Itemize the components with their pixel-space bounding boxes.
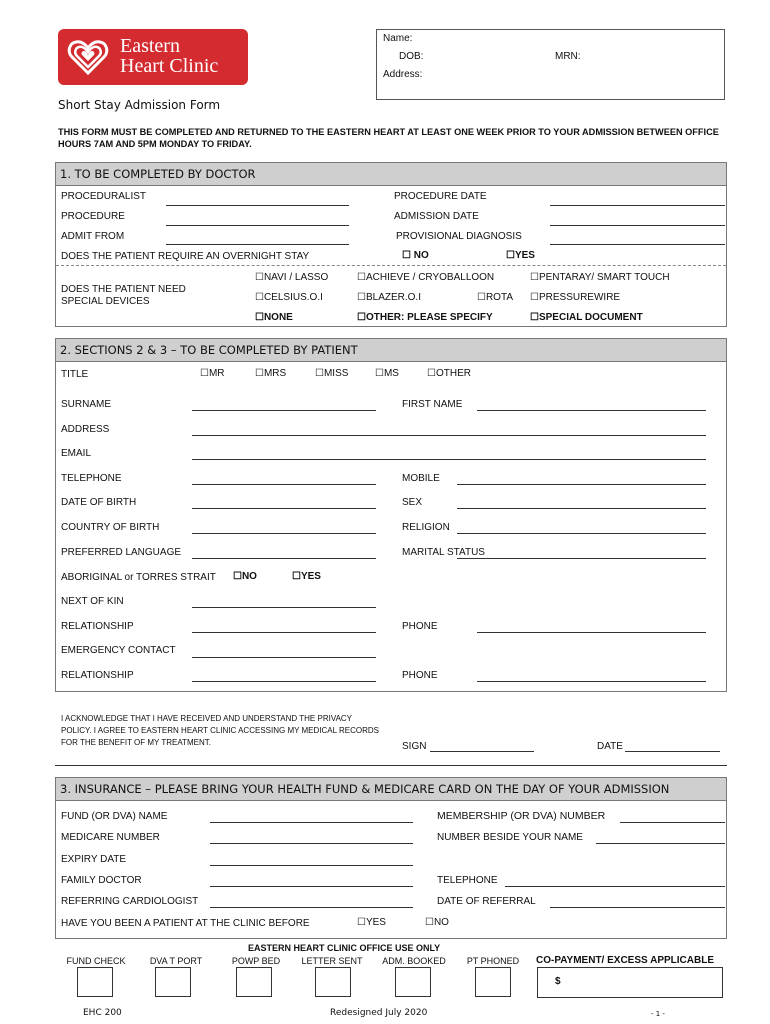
mobile-label: MOBILE <box>402 473 440 484</box>
patient-name-label: Name: <box>383 33 413 44</box>
logo-text <box>120 36 218 76</box>
been-patient-no-checkbox[interactable]: ☐NO <box>425 917 449 928</box>
section-1-divider <box>56 265 726 266</box>
section-1-header: 1. TO BE COMPLETED BY DOCTOR <box>55 162 727 186</box>
sex-field[interactable] <box>457 508 706 509</box>
fund-field[interactable] <box>210 822 413 823</box>
membership-label: MEMBERSHIP (OR DVA) NUMBER <box>437 810 606 822</box>
phone-label: PHONE <box>402 621 438 632</box>
phone-2-label: PHONE <box>402 670 438 681</box>
page-number: - 1 - <box>651 1010 665 1018</box>
overnight-no-checkbox[interactable]: ☐ NO <box>402 250 429 261</box>
title-mrs-checkbox[interactable]: ☐MRS <box>255 368 287 379</box>
copay-label: CO-PAYMENT/ EXCESS APPLICABLE <box>536 955 714 966</box>
sign-field[interactable] <box>430 751 534 752</box>
family-doctor-field[interactable] <box>210 886 413 887</box>
referral-date-label: DATE OF REFERRAL <box>437 896 536 907</box>
admission-date-label: ADMISSION DATE <box>394 211 479 222</box>
telephone-label: TELEPHONE <box>61 473 122 484</box>
logo-line-2: Heart Clinic <box>120 55 219 77</box>
none-checkbox[interactable]: ☐NONE <box>255 312 293 323</box>
referring-field[interactable] <box>210 907 413 908</box>
title-miss-checkbox[interactable]: ☐MISS <box>315 368 349 379</box>
aboriginal-yes-checkbox[interactable]: ☐YES <box>292 571 321 582</box>
dva-tport-box[interactable] <box>155 967 191 997</box>
date-field[interactable] <box>625 751 720 752</box>
phone-2-field[interactable] <box>477 681 706 682</box>
title-ms-checkbox[interactable]: ☐MS <box>375 368 399 379</box>
title-label: TITLE <box>61 369 89 380</box>
country-label: COUNTRY OF BIRTH <box>61 522 160 533</box>
proceduralist-label: PROCEDURALIST <box>61 191 147 202</box>
office-use-heading: EASTERN HEART CLINIC OFFICE USE ONLY <box>248 943 441 953</box>
pt-phoned-label: PT PHONED <box>466 956 520 966</box>
heart-logo-icon <box>64 33 112 81</box>
procedure-date-label: PROCEDURE DATE <box>394 191 487 202</box>
relationship-field[interactable] <box>192 632 376 633</box>
emergency-contact-label: EMERGENCY CONTACT <box>61 645 176 656</box>
surname-label: SURNAME <box>61 399 112 410</box>
number-beside-label: NUMBER BESIDE YOUR NAME <box>437 832 583 843</box>
dob-field[interactable] <box>192 508 376 509</box>
patient-mrn-label: MRN: <box>555 51 581 62</box>
language-label: PREFERRED LANGUAGE <box>61 547 182 558</box>
next-of-kin-field[interactable] <box>192 607 376 608</box>
language-field[interactable] <box>192 558 376 559</box>
dollar-sign: $ <box>555 976 561 987</box>
sign-label: SIGN <box>402 741 427 752</box>
achieve-cryoballoon-checkbox[interactable]: ☐ACHIEVE / CRYOBALLOON <box>357 272 495 283</box>
redesigned-note: Redesigned July 2020 <box>330 1008 428 1018</box>
pentaray-checkbox[interactable]: ☐PENTARAY/ SMART TOUCH <box>530 272 670 283</box>
doctor-telephone-field[interactable] <box>505 886 725 887</box>
first-name-label: FIRST NAME <box>402 399 463 410</box>
procedure-date-field[interactable] <box>550 205 725 206</box>
number-beside-field[interactable] <box>596 843 725 844</box>
logo-line-1: Eastern <box>120 35 180 57</box>
title-mr-checkbox[interactable]: ☐MR <box>200 368 225 379</box>
clinic-logo <box>58 29 248 85</box>
next-of-kin-label: NEXT OF KIN <box>61 596 124 607</box>
country-field[interactable] <box>192 533 376 534</box>
letter-sent-label: LETTER SENT <box>301 956 363 966</box>
pressurewire-checkbox[interactable]: ☐PRESSUREWIRE <box>530 292 621 303</box>
medicare-field[interactable] <box>210 843 413 844</box>
admit-from-label: ADMIT FROM <box>61 231 125 242</box>
dob-label: DATE OF BIRTH <box>61 497 137 508</box>
patient-dob-label: DOB: <box>399 51 424 62</box>
religion-field[interactable] <box>457 533 706 534</box>
title-other-checkbox[interactable]: ☐OTHER <box>427 368 471 379</box>
dva-tport-label: DVA T PORT <box>149 956 203 966</box>
powp-bed-box[interactable] <box>236 967 272 997</box>
rota-checkbox[interactable]: ☐ROTA <box>477 292 514 303</box>
religion-label: RELIGION <box>402 522 450 533</box>
adm-booked-label: ADM. BOOKED <box>382 956 446 966</box>
adm-booked-box[interactable] <box>395 967 431 997</box>
patient-address-label: Address: <box>383 69 423 80</box>
celsius-checkbox[interactable]: ☐CELSIUS.O.I <box>255 292 323 303</box>
telephone-field[interactable] <box>192 484 376 485</box>
provisional-diagnosis-field[interactable] <box>550 244 725 245</box>
membership-field[interactable] <box>620 822 725 823</box>
form-code: EHC 200 <box>83 1008 122 1018</box>
mobile-field[interactable] <box>457 484 706 485</box>
relationship-2-field[interactable] <box>192 681 376 682</box>
blazer-checkbox[interactable]: ☐BLAZER.O.I <box>357 292 421 303</box>
acknowledge-divider <box>55 765 727 766</box>
expiry-label: EXPIRY DATE <box>61 854 127 865</box>
aboriginal-no-checkbox[interactable]: ☐NO <box>233 571 257 582</box>
admission-date-field[interactable] <box>550 225 725 226</box>
emergency-contact-field[interactable] <box>192 657 376 658</box>
aboriginal-label: ABORIGINAL or TORRES STRAIT <box>61 572 216 583</box>
been-patient-label: HAVE YOU BEEN A PATIENT AT THE CLINIC BEFORE <box>61 918 310 929</box>
email-label: EMAIL <box>61 448 92 459</box>
expiry-field[interactable] <box>210 865 413 866</box>
intro-text: THIS FORM MUST BE COMPLETED AND RETURNED TO THE EASTERN HEART AT LEAST ONE WEEK PRIOR TO YOUR ADMISSION BETWEEN OFFICE HOURS 7AM AND 5PM MONDAY TO FRIDAY. <box>58 127 719 149</box>
date-label: DATE <box>597 741 623 752</box>
fund-check-label: FUND CHECK <box>66 956 126 966</box>
marital-label: MARITAL STATUS <box>402 547 485 558</box>
privacy-acknowledgement: I ACKNOWLEDGE THAT I HAVE RECEIVED AND UNDERSTAND THE PRIVACY POLICY. I AGREE TO EASTERN HEART CLINIC ACCESSING MY MEDICAL RECORDS FOR THE BENEFIT OF MY TREATMENT. <box>61 714 380 747</box>
special-document-checkbox[interactable]: ☐SPECIAL DOCUMENT <box>530 312 643 323</box>
section-3-header: 3. INSURANCE – PLEASE BRING YOUR HEALTH FUND & MEDICARE CARD ON THE DAY OF YOUR ADMISSION <box>55 777 727 801</box>
doctor-telephone-label: TELEPHONE <box>437 875 498 886</box>
family-doctor-label: FAMILY DOCTOR <box>61 875 142 886</box>
been-patient-yes-checkbox[interactable]: ☐YES <box>357 917 386 928</box>
marital-field[interactable] <box>457 558 706 559</box>
procedure-field[interactable] <box>166 225 349 226</box>
address-field[interactable] <box>192 435 706 436</box>
overnight-stay-label: DOES THE PATIENT REQUIRE AN OVERNIGHT STAY <box>61 251 310 262</box>
form-title: Short Stay Admission Form <box>58 98 221 112</box>
navi-lasso-checkbox[interactable]: ☐NAVI / LASSO <box>255 272 329 283</box>
procedure-label: PROCEDURE <box>61 211 125 222</box>
other-specify-checkbox[interactable]: ☐OTHER: PLEASE SPECIFY <box>357 312 493 323</box>
provisional-diagnosis-label: PROVISIONAL DIAGNOSIS <box>396 231 522 242</box>
powp-bed-label: POWP BED <box>231 956 281 966</box>
special-devices-label: DOES THE PATIENT NEED SPECIAL DEVICES <box>61 284 186 307</box>
copay-box[interactable] <box>537 967 723 998</box>
letter-sent-box[interactable] <box>315 967 351 997</box>
address-label: ADDRESS <box>61 424 110 435</box>
email-field[interactable] <box>192 459 706 460</box>
patient-label-box <box>376 29 725 100</box>
overnight-yes-checkbox[interactable]: ☐YES <box>506 250 535 261</box>
surname-field[interactable] <box>192 410 376 411</box>
first-name-field[interactable] <box>477 410 706 411</box>
referral-date-field[interactable] <box>550 907 725 908</box>
relationship-label: RELATIONSHIP <box>61 621 134 632</box>
medicare-label: MEDICARE NUMBER <box>61 832 160 843</box>
admit-from-field[interactable] <box>166 244 349 245</box>
sex-label: SEX <box>402 497 423 508</box>
fund-label: FUND (OR DVA) NAME <box>61 811 168 822</box>
referring-label: REFERRING CARDIOLOGIST <box>61 896 199 907</box>
relationship-2-label: RELATIONSHIP <box>61 670 134 681</box>
phone-field[interactable] <box>477 632 706 633</box>
fund-check-box[interactable] <box>77 967 113 997</box>
section-2-header: 2. SECTIONS 2 & 3 – TO BE COMPLETED BY PATIENT <box>55 338 727 362</box>
pt-phoned-box[interactable] <box>475 967 511 997</box>
proceduralist-field[interactable] <box>166 205 349 206</box>
